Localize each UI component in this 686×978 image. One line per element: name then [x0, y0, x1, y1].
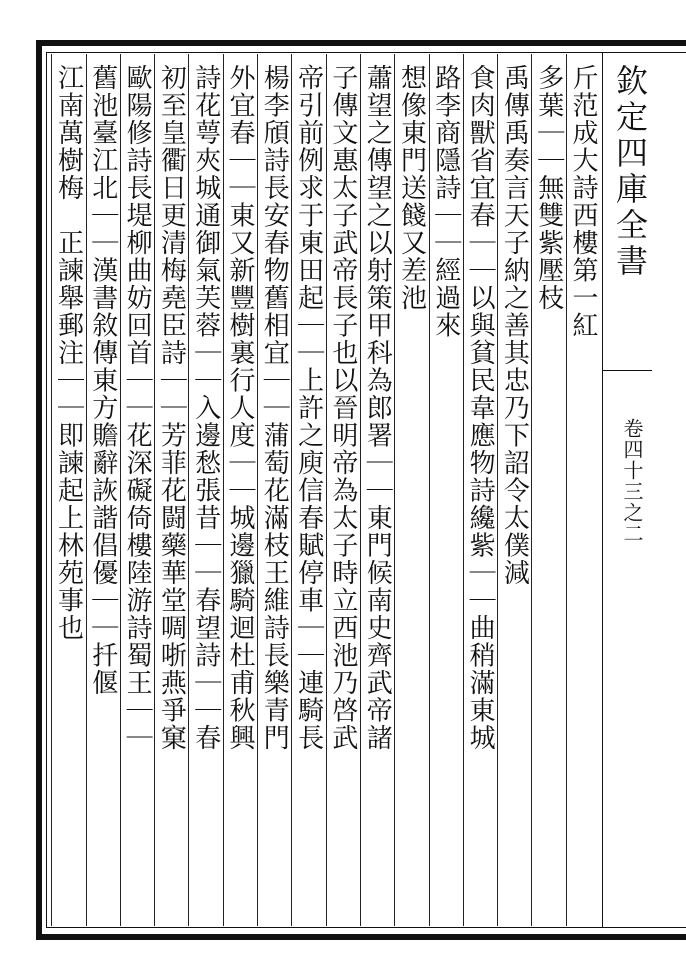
- column-rule: [429, 54, 430, 926]
- column-rule: [394, 54, 395, 926]
- column-rule: [326, 54, 327, 926]
- column-rule: [291, 54, 292, 926]
- book-title: 欽定四庫全書: [611, 64, 649, 280]
- column-rule: [51, 54, 52, 926]
- column-rule: [463, 54, 464, 926]
- text-column: 外宜春｜｜東又新豐樹裏行人度｜｜城邊獵騎迴杜甫秋興: [224, 64, 255, 752]
- text-column: 子傳文惠太子武帝長子也以晉明帝為太子時立西池乃啓武: [327, 64, 358, 752]
- column-rule: [223, 54, 224, 926]
- column-rule: [120, 54, 121, 926]
- text-column: 想像東門送餞又差池: [396, 64, 427, 312]
- text-column: 楊李頎詩長安春物舊相宜｜｜蒲萄花滿枝王維詩長樂青門: [259, 64, 290, 752]
- text-column: 帝引前例求于東田起｜｜上許之庾信春賦停車｜｜連騎長: [293, 64, 324, 752]
- text-column: 蕭望之傳望之以射策甲科為郎署｜｜東門候南史齊武帝諸: [362, 64, 393, 752]
- column-rule: [497, 54, 498, 926]
- column-rule: [86, 54, 87, 926]
- text-column: 斤范成大詩西樓第一紅: [567, 64, 598, 339]
- text-column: 舊池臺江北｜｜漢書敘傳東方贍辭詼諧倡優｜｜扦偃: [87, 64, 118, 697]
- text-column: 詩花萼夾城通御氣芙蓉｜｜入邊愁張昔｜｜春望詩｜｜春: [190, 64, 221, 752]
- column-rule: [566, 54, 567, 926]
- column-rule: [154, 54, 155, 926]
- text-column: 食肉獸省宜春｜｜以與貧民韋應物詩纔紫｜｜曲稍滿東城: [465, 64, 496, 752]
- text-column: 多葉｜｜無雙紫壓枝: [533, 64, 564, 312]
- text-column: 初至皇衢日更清梅堯臣詩｜｜芳菲花闘藥華堂啁哳燕爭窠: [156, 64, 187, 752]
- column-rule: [531, 54, 532, 926]
- text-column: 路李商隱詩｜｜經過來: [430, 64, 461, 339]
- column-rule: [257, 54, 258, 926]
- volume-label: 卷四十三之二: [620, 418, 644, 544]
- text-column: 江南萬樹梅 正諫舉郵注｜｜即諫起上林苑事也: [53, 64, 84, 642]
- text-column: 禹傳禹奏言天子納之善其忠乃下詔令太僕減: [499, 64, 530, 587]
- column-rule: [360, 54, 361, 926]
- text-column: 歐陽修詩長堤柳曲妨回首｜｜花深礙倚樓陸游詩蜀王｜｜: [122, 64, 153, 752]
- margin-divider: [602, 370, 652, 371]
- column-rule: [188, 54, 189, 926]
